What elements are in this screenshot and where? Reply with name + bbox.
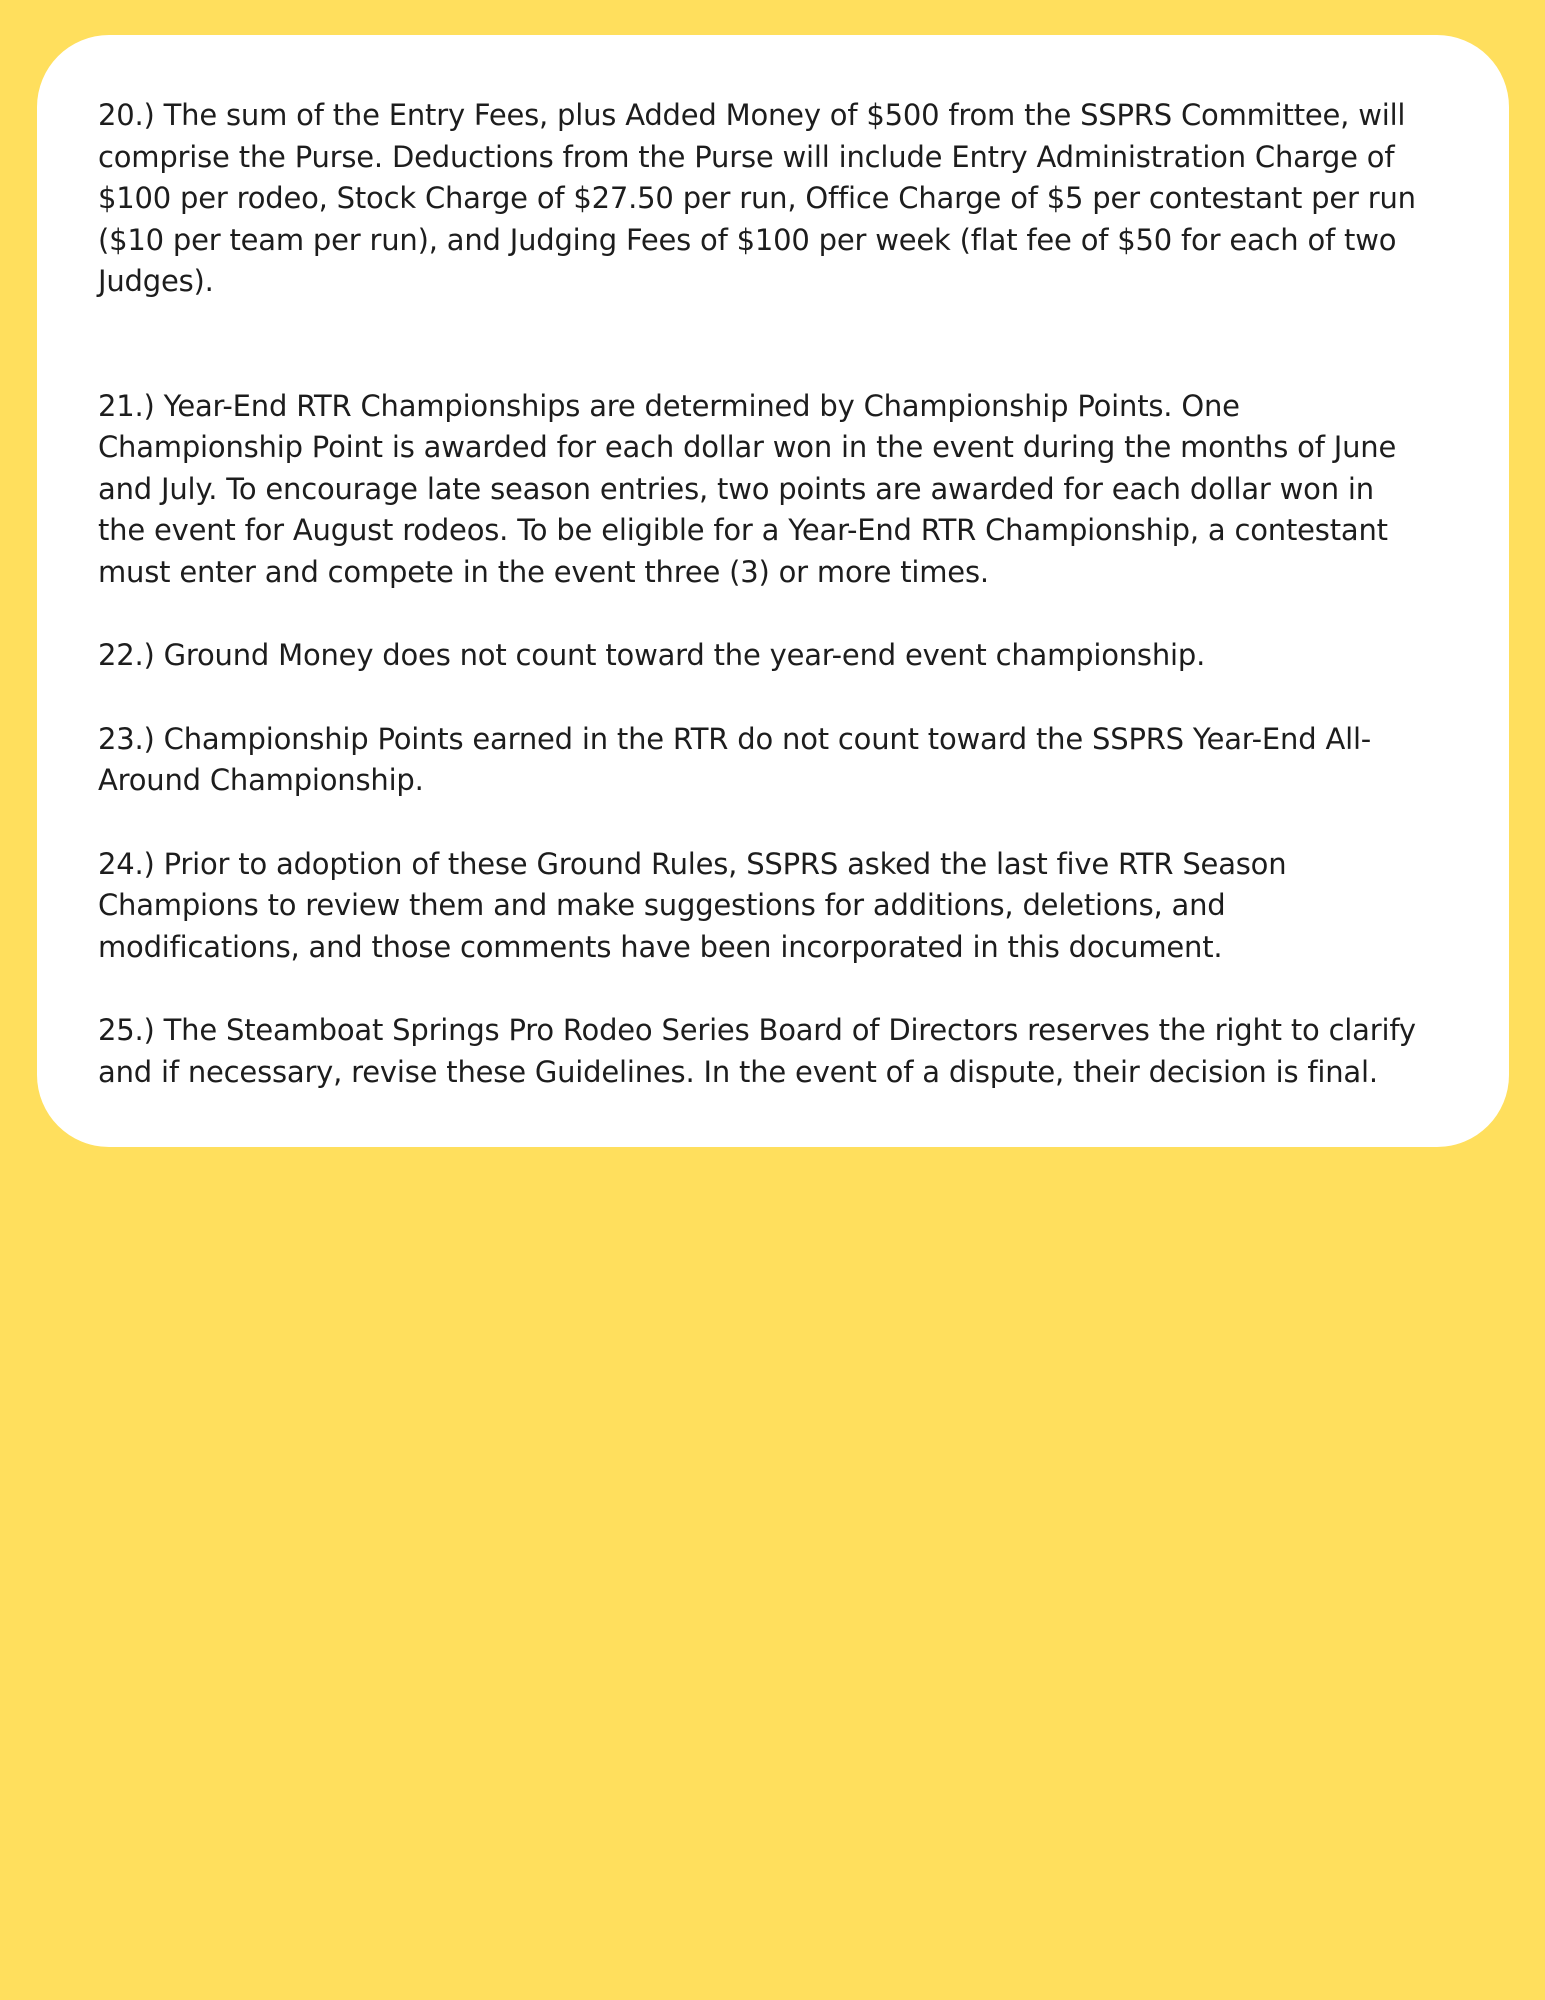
rule-20: 20.) The sum of the Entry Fees, plus Added Money of $500 from the SSPRS Committee, will comprise the Purse. Deductions from the Purse will include Entry Administration Charge of $100 per rodeo, Stock Charge of $27.50 per run, Office Charge of $5 per contestant per run ($10 per team per run), and Judging Fees of $100 per week (flat fee of $50 for each of two Judges). xyxy=(98,98,1416,298)
rule-21: 21.) Year-End RTR Championships are determined by Championship Points. One Championship Point is awarded for each dollar won in the event during the months of June and July. To encourage late season entries, two points are awarded for each dollar won in the event for August rodeos. To be eligible for a Year-End RTR Championship, a contestant must enter and compete in the event three (3) or more times. xyxy=(98,388,1397,589)
rules-card xyxy=(37,35,1509,1147)
rule-25: 25.) The Steamboat Springs Pro Rodeo Series Board of Directors reserves the right to clarify and if necessary, revise these Guidelines. In the event of a dispute, their decision is final. xyxy=(98,1013,1416,1089)
rule-23: 23.) Championship Points earned in the RTR do not count toward the SSPRS Year-End All-Around Championship. xyxy=(98,721,1372,797)
rule-24: 24.) Prior to adoption of these Ground Rules, SSPRS asked the last five RTR Season Champions to review them and make suggestions for additions, deletions, and modifications, and those comments have been incorporated in this document. xyxy=(98,846,1287,964)
rule-22: 22.) Ground Money does not count toward the year-end event championship. xyxy=(98,638,1206,672)
